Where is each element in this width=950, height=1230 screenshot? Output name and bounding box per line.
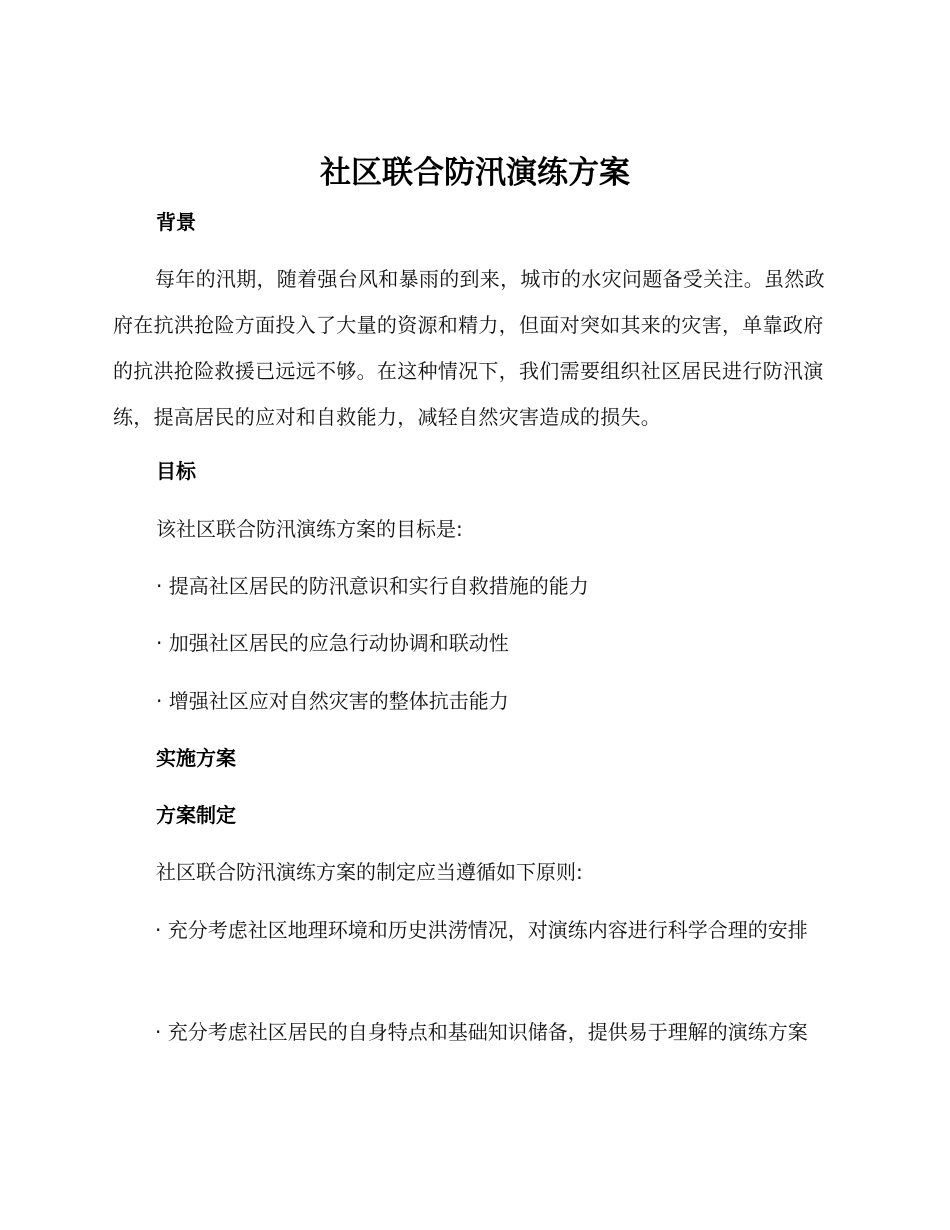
implementation-intro: 社区联合防汛演练方案的制定应当遵循如下原则: <box>156 860 583 884</box>
section-heading-implementation: 实施方案 <box>156 746 236 770</box>
section-heading-background: 背景 <box>156 210 196 234</box>
subsection-heading-plan: 方案制定 <box>156 803 236 827</box>
goal-item-3: · 增强社区应对自然灾害的整体抗击能力 <box>156 689 509 713</box>
principle-item-2: · 充分考虑社区居民的自身特点和基础知识储备，提供易于理解的演练方案 <box>155 1020 808 1044</box>
principle-item-1: · 充分考虑社区地理环境和历史洪涝情况，对演练内容进行科学合理的安排 <box>155 918 808 942</box>
background-paragraph: 每年的汛期，随着强台风和暴雨的到来，城市的水灾问题备受关注。虽然政府在抗洪抢险方面投入了大量的资源和精力，但面对突如其来的灾害，单靠政府的抗洪抢险救援已远远不够。在这种情况下，我们需要组织社区居民进行防汛演练，提高居民的应对和自救能力，减轻自然灾害造成的损失。 <box>113 267 825 429</box>
goal-item-1: · 提高社区居民的防汛意识和实行自救措施的能力 <box>156 574 589 598</box>
goals-intro: 该社区联合防汛演练方案的目标是: <box>156 517 463 541</box>
section-heading-goals: 目标 <box>156 459 196 483</box>
document-title: 社区联合防汛演练方案 <box>320 155 630 191</box>
goal-item-2: · 加强社区居民的应急行动协调和联动性 <box>156 631 509 655</box>
